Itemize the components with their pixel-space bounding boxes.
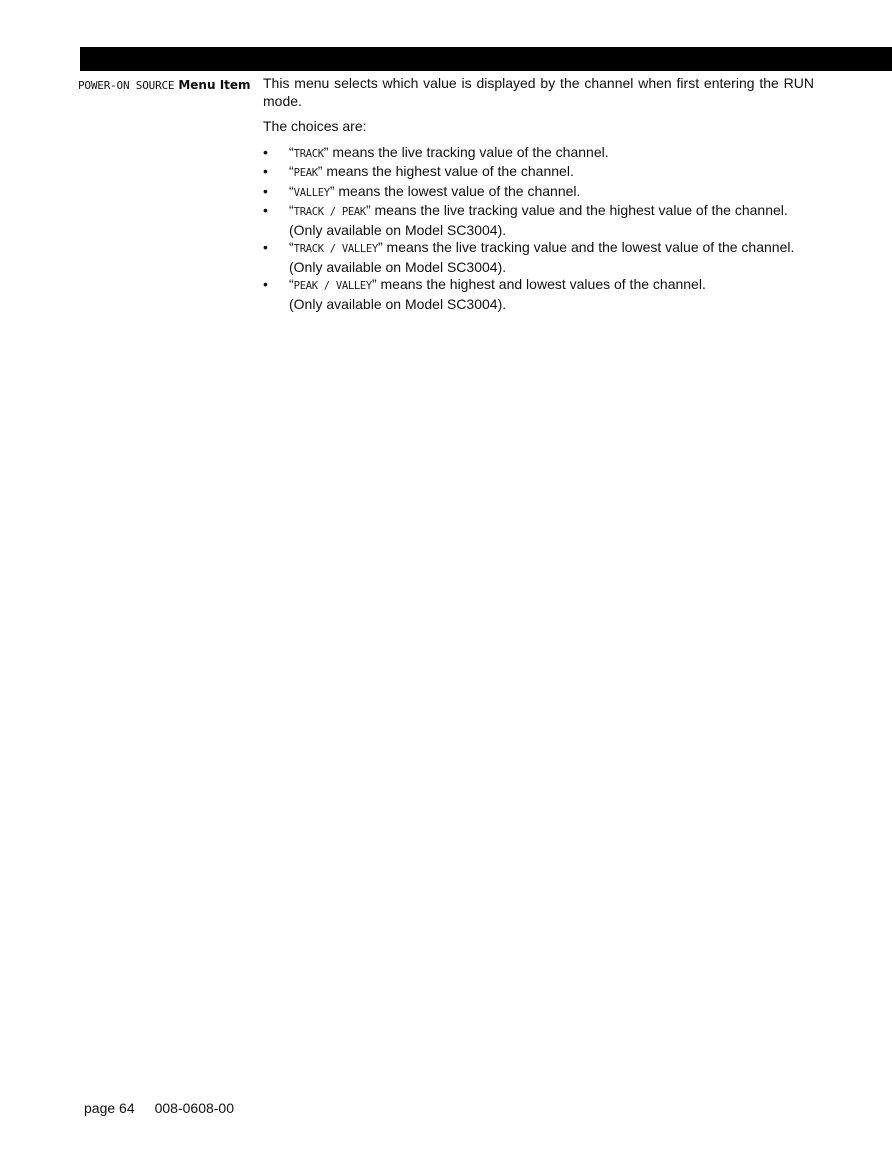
bullet: • <box>263 239 268 255</box>
menu-item-label: Menu Item <box>178 78 251 92</box>
header-bar <box>80 47 892 71</box>
menu-item-term: POWER-ON SOURCE <box>78 79 175 92</box>
choices-list <box>263 144 814 314</box>
list-item: • “PEAK” means the highest value of the channel. <box>263 163 574 179</box>
list-item: • “TRACK / VALLEY” means the live tracking value and the lowest value of the channel. (Only available on Model SC3004). <box>263 239 814 276</box>
choice-text: means the live tracking value and the lowest value of the channel. <box>382 239 795 255</box>
choice-text: means the lowest value of the channel. <box>334 182 581 199</box>
choice-note: (Only available on Model SC3004). <box>289 221 507 238</box>
bullet: • <box>263 202 268 218</box>
intro-paragraph: This menu selects which value is displayed by the channel when first entering the RUN mode. <box>263 75 814 109</box>
bullet: • <box>263 163 268 179</box>
choices-intro: The choices are: <box>263 118 367 134</box>
choice-text: means the highest and lowest values of the channel. <box>376 276 706 292</box>
choice-text: means the highest value of the channel. <box>322 163 574 179</box>
bullet: • <box>263 276 268 292</box>
choice-text: means the live tracking value of the channel. <box>328 143 609 160</box>
section-content <box>263 75 814 313</box>
page-footer <box>84 1099 234 1117</box>
list-item: • “TRACK” means the live tracking value of the channel. <box>263 143 609 160</box>
choice-term: PEAK / VALLEY <box>293 280 372 292</box>
document-number: 008-0608-00 <box>154 1100 235 1116</box>
page-number: page 64 <box>84 1100 135 1116</box>
choice-note: (Only available on Model SC3004). <box>289 258 507 275</box>
choice-note: (Only available on Model SC3004). <box>289 295 507 312</box>
choice-term: TRACK <box>293 147 324 160</box>
bullet: • <box>263 182 268 199</box>
list-item: • “PEAK / VALLEY” means the highest and lowest values of the channel. (Only available on Model SC3004). <box>263 276 814 313</box>
choice-term: PEAK <box>293 167 318 179</box>
section-heading <box>78 77 258 94</box>
list-item: • “TRACK / PEAK” means the live tracking value and the highest value of the channel. (Only available on Model SC3004). <box>263 202 814 239</box>
list-item: • “VALLEY” means the lowest value of the channel. <box>263 182 581 199</box>
choice-term: VALLEY <box>293 186 330 199</box>
choice-term: TRACK / VALLEY <box>293 243 378 255</box>
choice-text: means the live tracking value and the highest value of the channel. <box>370 202 788 218</box>
bullet: • <box>263 143 268 160</box>
choice-term: TRACK / PEAK <box>293 206 366 218</box>
